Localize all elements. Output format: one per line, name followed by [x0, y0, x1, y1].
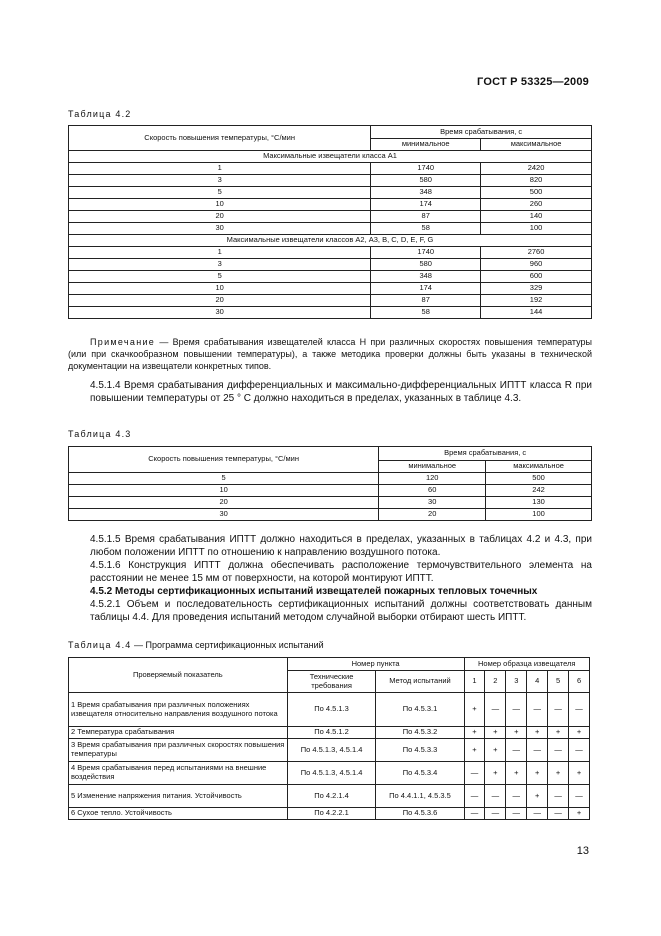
sample-mark-cell: —: [506, 808, 527, 820]
sample-mark-cell: —: [569, 739, 590, 762]
sample-mark-cell: —: [464, 785, 485, 808]
max-time-cell: 2420: [481, 163, 592, 175]
tech-requirements-cell: По 4.5.1.3, 4.5.1.4: [287, 739, 376, 762]
min-time-cell: 1740: [371, 163, 481, 175]
sample-mark-cell: —: [485, 785, 506, 808]
table-row: [69, 473, 592, 485]
note-label: Примечание: [90, 337, 156, 347]
table-4-2-note: [68, 336, 592, 372]
table-row: [69, 693, 590, 727]
rate-cell: 5: [69, 187, 371, 199]
sample-mark-cell: —: [485, 693, 506, 727]
min-time-cell: 30: [379, 497, 486, 509]
table-4-2-caption: Таблица 4.2: [68, 109, 132, 119]
tech-requirements-cell: По 4.5.1.3: [287, 693, 376, 727]
sample-mark-cell: +: [569, 762, 590, 785]
sample-mark-cell: +: [569, 808, 590, 820]
max-time-cell: 2760: [481, 247, 592, 259]
min-time-cell: 87: [371, 211, 481, 223]
rate-cell: 20: [69, 497, 379, 509]
min-time-cell: 58: [371, 307, 481, 319]
paragraph-4-5-2-1: 4.5.2.1 Объем и последовательность сертификационных испытаний должны соответствовать данным таблицы 4.4. Для проведения испытаний методом случайной выборки отбирают шесть ИПТТ.: [90, 599, 592, 623]
sample-mark-cell: +: [464, 727, 485, 739]
col-header-method: Метод испытаний: [376, 671, 464, 693]
sample-mark-cell: +: [506, 727, 527, 739]
sample-mark-cell: —: [464, 762, 485, 785]
sample-mark-cell: —: [485, 808, 506, 820]
rate-cell: 10: [69, 485, 379, 497]
table-4-4: [68, 657, 590, 820]
sample-mark-cell: +: [527, 785, 548, 808]
test-method-cell: По 4.5.3.3: [376, 739, 464, 762]
table-4-3-caption: Таблица 4.3: [68, 429, 132, 439]
table-row: [69, 739, 590, 762]
paragraph-4-5-1-4: [68, 379, 592, 405]
tech-requirements-cell: По 4.2.1.4: [287, 785, 376, 808]
table-row: [69, 785, 590, 808]
table-row: [69, 259, 592, 271]
sample-number-1: 1: [464, 671, 485, 693]
min-time-cell: 87: [371, 295, 481, 307]
sample-mark-cell: —: [527, 808, 548, 820]
sample-mark-cell: +: [485, 762, 506, 785]
sample-mark-cell: —: [548, 739, 569, 762]
sample-number-4: 4: [527, 671, 548, 693]
min-time-cell: 580: [371, 259, 481, 271]
table-row: [69, 497, 592, 509]
col-header-min: минимальное: [371, 139, 481, 151]
table-row: [69, 163, 592, 175]
tech-requirements-cell: По 4.5.1.2: [287, 727, 376, 739]
col-header-item-number: Номер пункта: [287, 658, 464, 671]
rate-cell: 1: [69, 163, 371, 175]
paragraph-4-5-1-6: 4.5.1.6 Конструкция ИПТТ должна обеспечивать расположение термочувствительного элемента на расстоянии не менее 15 мм от поверхности, на которой монтируют ИПТТ.: [90, 560, 592, 584]
table-4-4-caption: [68, 640, 324, 650]
standard-header: ГОСТ Р 53325—2009: [477, 76, 589, 88]
max-time-cell: 820: [481, 175, 592, 187]
test-method-cell: По 4.5.3.1: [376, 693, 464, 727]
rate-cell: 30: [69, 223, 371, 235]
col-header-response-time: Время срабатывания, с: [379, 447, 592, 461]
sample-number-5: 5: [548, 671, 569, 693]
sample-mark-cell: —: [569, 693, 590, 727]
min-time-cell: 58: [371, 223, 481, 235]
sample-mark-cell: +: [464, 693, 485, 727]
rate-cell: 10: [69, 283, 371, 295]
sample-mark-cell: —: [527, 739, 548, 762]
table-row: [69, 211, 592, 223]
table-row: [69, 175, 592, 187]
col-header-response-time: Время срабатывания, с: [371, 126, 592, 139]
sample-mark-cell: —: [548, 808, 569, 820]
max-time-cell: 144: [481, 307, 592, 319]
col-header-max: максимальное: [486, 461, 592, 473]
rate-cell: 1: [69, 247, 371, 259]
sample-number-2: 2: [485, 671, 506, 693]
col-header-sample-number: Номер образца извещателя: [464, 658, 589, 671]
parameter-cell: 6 Сухое тепло. Устойчивость: [69, 808, 288, 820]
table-row: [69, 762, 590, 785]
sample-mark-cell: —: [464, 808, 485, 820]
test-method-cell: По 4.5.3.4: [376, 762, 464, 785]
sample-number-6: 6: [569, 671, 590, 693]
max-time-cell: 960: [481, 259, 592, 271]
sample-mark-cell: +: [527, 727, 548, 739]
tech-requirements-cell: По 4.2.2.1: [287, 808, 376, 820]
table-row: [69, 247, 592, 259]
max-time-cell: 329: [481, 283, 592, 295]
parameter-cell: 1 Время срабатывания при различных положениях извещателя относительно направления воздушного потока: [69, 693, 288, 727]
table-row: [69, 727, 590, 739]
rate-cell: 30: [69, 307, 371, 319]
table-4-4-title: — Программа сертификационных испытаний: [131, 640, 324, 650]
table-4-4-label: Таблица 4.4: [68, 640, 132, 650]
min-time-cell: 174: [371, 283, 481, 295]
col-header-max: максимальное: [481, 139, 592, 151]
parameter-cell: 3 Время срабатывания при различных скоростях повышения температуры: [69, 739, 288, 762]
paragraph-4-5-1-4-text: 4.5.1.4 Время срабатывания дифференциальных и максимально-дифференциальных ИПТТ класса R при повышении температуры от 25 ° С должно находиться в пределах, указанных в таблице 4.3.: [90, 380, 592, 404]
min-time-cell: 348: [371, 187, 481, 199]
rate-cell: 3: [69, 259, 371, 271]
table-row: [69, 223, 592, 235]
sample-mark-cell: +: [569, 727, 590, 739]
section-a2-g: Максимальные извещатели классов А2, А3, В, С, D, Е, F, G: [69, 235, 592, 247]
min-time-cell: 60: [379, 485, 486, 497]
sample-mark-cell: —: [527, 693, 548, 727]
parameter-cell: 5 Изменение напряжения питания. Устойчивость: [69, 785, 288, 808]
sample-mark-cell: +: [464, 739, 485, 762]
sample-mark-cell: +: [527, 762, 548, 785]
min-time-cell: 1740: [371, 247, 481, 259]
sample-number-3: 3: [506, 671, 527, 693]
min-time-cell: 580: [371, 175, 481, 187]
min-time-cell: 20: [379, 509, 486, 521]
col-header-min: минимальное: [379, 461, 486, 473]
rate-cell: 20: [69, 211, 371, 223]
max-time-cell: 100: [486, 509, 592, 521]
table-row: [69, 295, 592, 307]
rate-cell: 10: [69, 199, 371, 211]
test-method-cell: По 4.5.3.6: [376, 808, 464, 820]
max-time-cell: 242: [486, 485, 592, 497]
min-time-cell: 174: [371, 199, 481, 211]
max-time-cell: 260: [481, 199, 592, 211]
table-row: [69, 271, 592, 283]
sample-mark-cell: +: [485, 739, 506, 762]
test-method-cell: По 4.4.1.1, 4.5.3.5: [376, 785, 464, 808]
col-header-parameter: Проверяемый показатель: [69, 658, 288, 693]
sample-mark-cell: +: [506, 762, 527, 785]
parameter-cell: 4 Время срабатывания перед испытаниями на внешние воздействия: [69, 762, 288, 785]
table-row: [69, 808, 590, 820]
min-time-cell: 348: [371, 271, 481, 283]
rate-cell: 3: [69, 175, 371, 187]
rate-cell: 30: [69, 509, 379, 521]
max-time-cell: 600: [481, 271, 592, 283]
table-row: [69, 485, 592, 497]
col-header-tech: Технические требования: [287, 671, 376, 693]
table-row: [69, 307, 592, 319]
table-row: [69, 187, 592, 199]
test-method-cell: По 4.5.3.2: [376, 727, 464, 739]
note-text: — Время срабатывания извещателей класса Н при различных скоростях повышения температуры (или при скачкообразном повышении температуры), а также методика проверки должны быть указаны в технической документации на извещатели конкретных типов.: [68, 337, 592, 371]
sample-mark-cell: —: [506, 693, 527, 727]
max-time-cell: 500: [481, 187, 592, 199]
max-time-cell: 130: [486, 497, 592, 509]
paragraph-4-5-1-5: 4.5.1.5 Время срабатывания ИПТТ должно находиться в пределах, указанных в таблицах 4.2 и 4.3, при любом положении ИПТТ по отношению к направлению воздушного потока.: [90, 534, 592, 558]
sample-mark-cell: +: [485, 727, 506, 739]
table-row: [69, 283, 592, 295]
col-header-rate: Скорость повышения температуры, °С/мин: [69, 447, 379, 473]
max-time-cell: 500: [486, 473, 592, 485]
sample-mark-cell: —: [506, 785, 527, 808]
sample-mark-cell: —: [506, 739, 527, 762]
parameter-cell: 2 Температура срабатывания: [69, 727, 288, 739]
col-header-rate: Скорость повышения температуры, °С/мин: [69, 126, 371, 151]
sample-mark-cell: —: [548, 785, 569, 808]
sample-mark-cell: —: [548, 693, 569, 727]
max-time-cell: 140: [481, 211, 592, 223]
rate-cell: 5: [69, 271, 371, 283]
table-4-2: [68, 125, 592, 319]
heading-4-5-2: 4.5.2 Методы сертификационных испытаний извещателей пожарных тепловых точечных: [90, 586, 538, 597]
rate-cell: 20: [69, 295, 371, 307]
section-a1: Максимальные извещатели класса А1: [69, 151, 592, 163]
tech-requirements-cell: По 4.5.1.3, 4.5.1.4: [287, 762, 376, 785]
table-4-3: [68, 446, 592, 521]
rate-cell: 5: [69, 473, 379, 485]
min-time-cell: 120: [379, 473, 486, 485]
table-row: [69, 199, 592, 211]
table-row: [69, 509, 592, 521]
page-number: 13: [576, 845, 589, 857]
sample-mark-cell: +: [548, 762, 569, 785]
sample-mark-cell: +: [548, 727, 569, 739]
sample-mark-cell: —: [569, 785, 590, 808]
max-time-cell: 100: [481, 223, 592, 235]
paragraphs-4-5-1-5-6: [68, 533, 592, 624]
max-time-cell: 192: [481, 295, 592, 307]
